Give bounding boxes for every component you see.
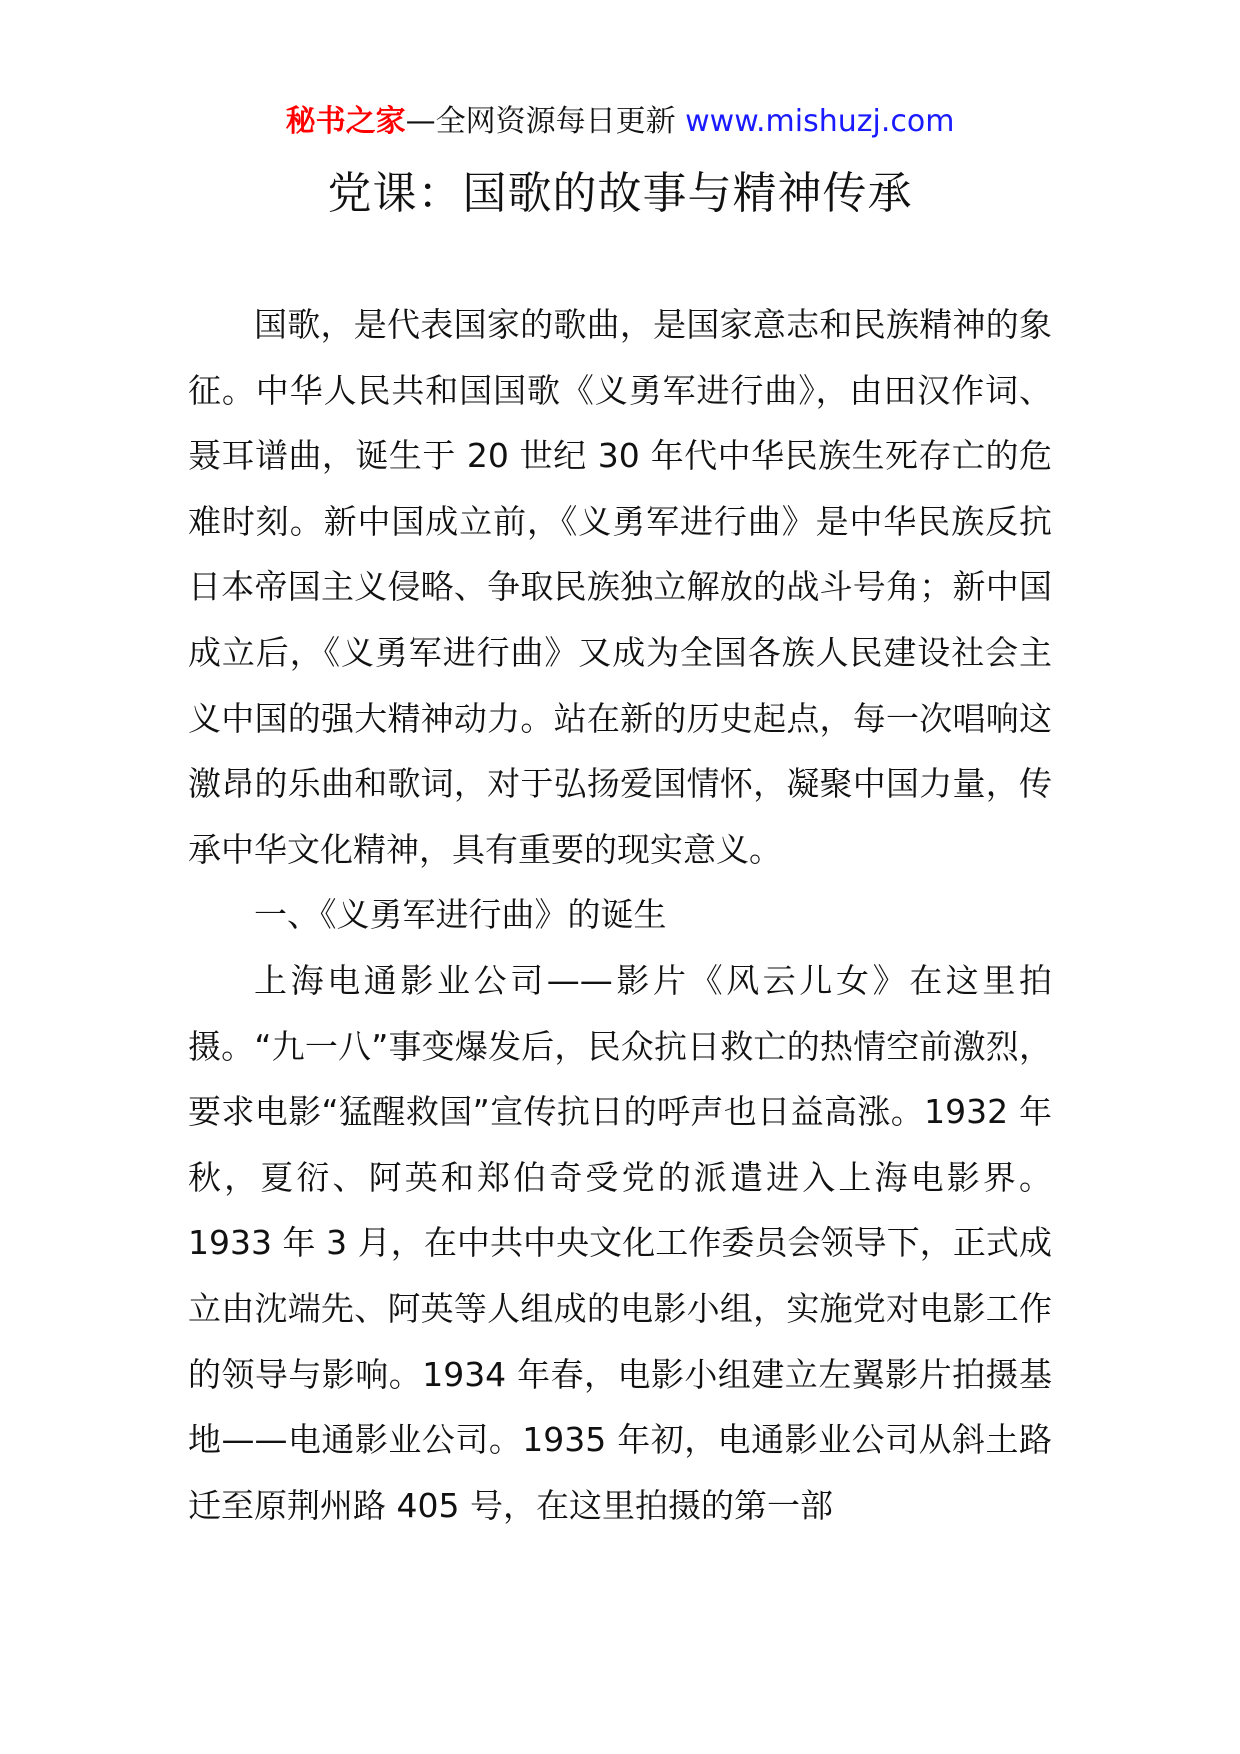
document-title: 党课：国歌的故事与精神传承 (327, 168, 913, 219)
site-tagline: —全网资源每日更新 (405, 104, 686, 139)
site-url-link[interactable]: www.mishuzj.com (685, 104, 955, 139)
document-body (188, 292, 1052, 1538)
section-heading: 一、《义勇军进行曲》的诞生 (254, 895, 667, 935)
site-brand: 秘书之家 (285, 104, 406, 139)
paragraph-intro: 国歌，是代表国家的歌曲，是国家意志和民族精神的象征。中华人民共和国国歌《义勇军进行曲》，由田汉作词、聂耳谱曲，诞生于 20 世纪 30 年代中华民族生死存亡的危难时刻。新中国成立前，《义勇军进行曲》是中华民族反抗日本帝国主义侵略、争取民族独立解放的战斗号角；新中国成立后，《义勇军进行曲》又成为全国各族人民建设社会主义中国的强大精神动力。站在新的历史起点，每一次唱响这激昂的乐曲和歌词，对于弘扬爱国情怀，凝聚中国力量，传承中华文化精神，具有重要的现实意义。 (188, 305, 1052, 869)
site-header (0, 100, 1240, 144)
paragraph-section-1: 上海电通影业公司——影片《风云儿女》在这里拍摄。“九一八”事变爆发后，民众抗日救亡的热情空前激烈，要求电影“猛醒救国”宣传抗日的呼声也日益高涨。1932 年秋，夏衍、阿英和郑伯奇受党的派遣进入上海电影界。1933 年 3 月，在中共中央文化工作委员会领导下，正式成立由沈端先、阿英等人组成的电影小组，实施党对电影工作的领导与影响。1934 年春，电影小组建立左翼影片拍摄基地——电通影业公司。1935 年初，电通影业公司从斜土路迁至原荆州路 405 号，在这里拍摄的第一部 (188, 960, 1052, 1525)
